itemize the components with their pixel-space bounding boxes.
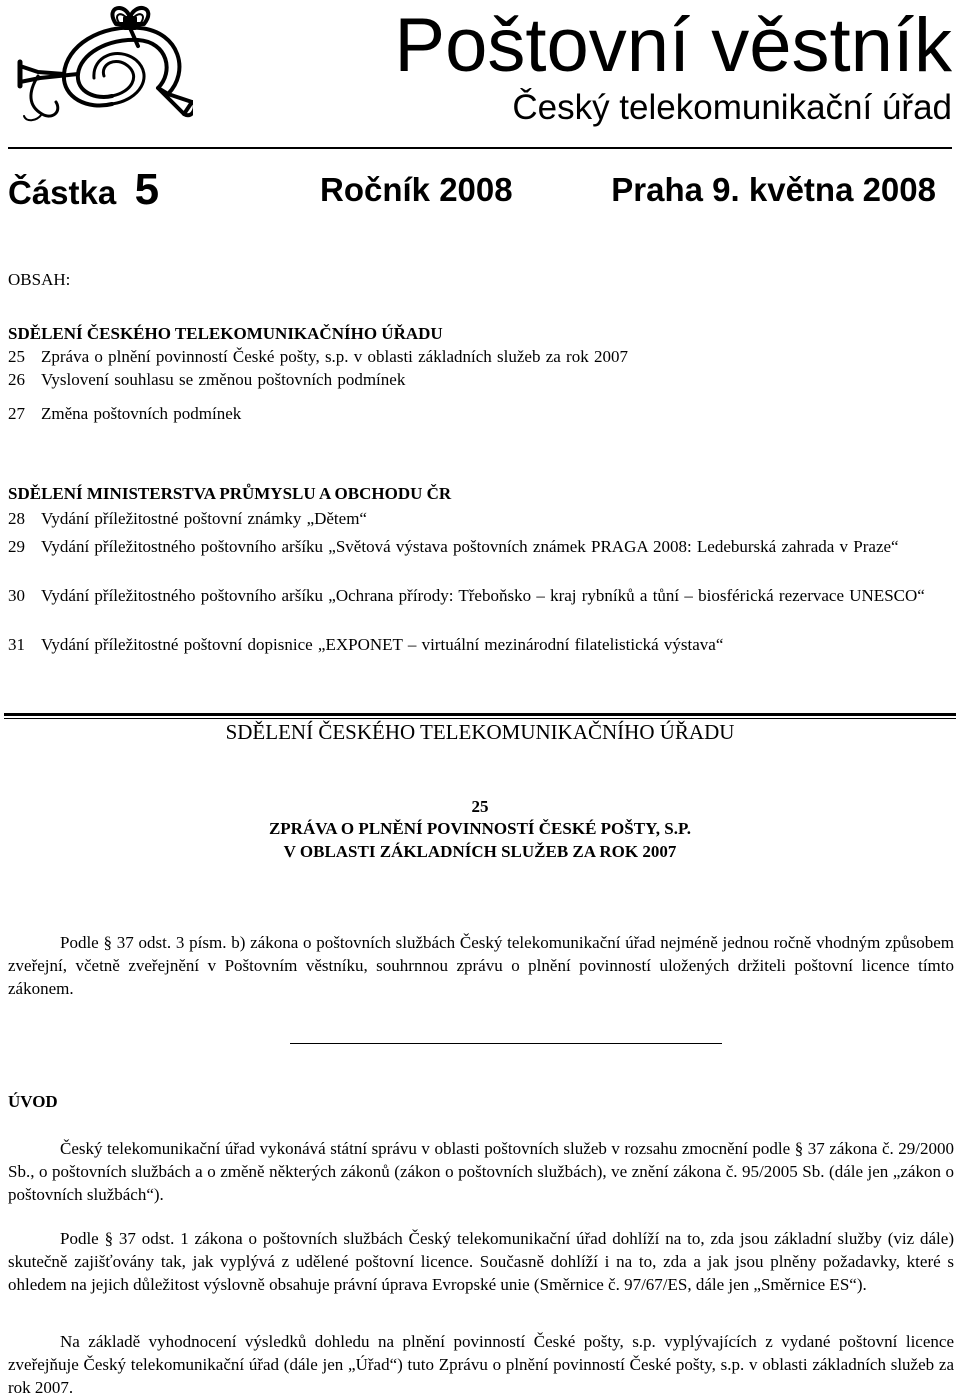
contents-item-number: 25 [8,347,25,366]
article-number: 25 [471,797,489,816]
issue-label: Částka [8,174,117,211]
masthead-rule [8,147,952,149]
contents-item-text: Vydání příležitostné poštovní dopisnice „EXPONET – virtuální mezinárodní filatelistická výstava“ [41,635,724,654]
intro-paragraph [8,931,954,1000]
contents-item-number: 27 [8,404,25,423]
contents-heading: OBSAH: [8,270,71,289]
section-rule-thick [4,713,956,716]
body-paragraph [8,1227,954,1296]
contents-item[interactable] [8,507,954,530]
contents-item-text: Zpráva o plnění povinností České pošty, s.p. v oblasti základních služeb za rok 2007 [41,347,628,366]
issue-info [8,165,160,214]
article-title-line1: ZPRÁVA O PLNĚNÍ POVINNOSTÍ ČESKÉ POŠTY, S.P. [268,819,692,838]
contents-item[interactable] [8,633,954,656]
contents-item[interactable] [8,402,954,425]
contents-item-number: 28 [8,509,25,528]
contents-item[interactable] [8,345,954,368]
contents-item[interactable] [8,368,954,391]
intro-paragraph-text: Podle § 37 odst. 3 písm. b) zákona o poštovních službách Český telekomunikační úřad nejméně jednou ročně vhodným způsobem zveřejní, včetně zveřejnění v Poštovním věstníku, souhrnnou zprávu o plnění povinností uložených držiteli poštovní licence tímto zákonem. [8,933,954,998]
contents-section-title: SDĚLENÍ ČESKÉHO TELEKOMUNIKAČNÍHO ÚŘADU [8,324,443,343]
contents-item[interactable] [8,584,954,607]
body-paragraph-text: Podle § 37 odst. 1 zákona o poštovních službách Český telekomunikační úřad dohlíží na to, zda jsou základní služby (viz dále) skutečně zajišťovány tak, jak vyplývá z udělené poštovní licence. Současně dohlíží i na to, zda a jak jsou plněny požadavky, které s ohledem na jejich důležitost výslovně obsahuje právní úprava Evropské unie (Směrnice č. 97/67/ES, dále jen „Směrnice ES“). [8,1229,954,1294]
body-paragraph [8,1137,954,1206]
contents-item-text: Změna poštovních podmínek [41,404,242,423]
contents-item-number: 29 [8,537,25,556]
contents-item-text: Vydání příležitostného poštovního aršíku „Světová výstava poštovních známek PRAGA 2008: Ledeburská zahrada v Praze“ [41,537,899,556]
body-paragraph-text: Na základě vyhodnocení výsledků dohledu na plnění povinností České pošty, s.p. vyplývajících z vydané poštovní licence zveřejňuje Český telekomunikační úřad (dále jen „Úřad“) tuto Zprávu o plnění povinností České pošty, s.p. v oblasti základních služeb za rok 2007. [8,1332,954,1397]
issue-volume: Ročník 2008 [320,171,513,208]
body-paragraph [8,1330,954,1399]
contents-item[interactable] [8,535,954,558]
uvod-heading: ÚVOD [8,1092,58,1111]
journal-title: Poštovní věstník [394,3,952,88]
body-paragraph-text: Český telekomunikační úřad vykonává státní správu v oblasti poštovních služeb v rozsahu zmocnění podle § 37 zákona č. 29/2000 Sb., o poštovních službách a o změně některých zákonů (zákon o poštovních službách), ve znění zákona č. 95/2005 Sb. (dále jen „zákon o poštovních službách“). [8,1139,954,1204]
article-title-line2: V OBLASTI ZÁKLADNÍCH SLUŽEB ZA ROK 2007 [283,842,677,861]
posthorn-logo-icon [8,2,193,127]
issue-number: 5 [134,165,160,214]
contents-item-number: 31 [8,635,25,654]
contents-item-text: Vydání příležitostného poštovního aršíku „Ochrana přírody: Třeboňsko – kraj rybníků a tůní – biosférická rezervace UNESCO“ [41,586,925,605]
issue-place-date: Praha 9. května 2008 [611,171,936,208]
contents-item-text: Vyslovení souhlasu se změnou poštovních podmínek [41,370,406,389]
contents-item-number: 26 [8,370,25,389]
separator-rule [290,1043,722,1044]
contents-section-title: SDĚLENÍ MINISTERSTVA PRŮMYSLU A OBCHODU ČR [8,484,452,503]
section-title: SDĚLENÍ ČESKÉHO TELEKOMUNIKAČNÍHO ÚŘADU [225,720,735,744]
journal-subtitle: Český telekomunikační úřad [512,88,952,127]
contents-item-text: Vydání příležitostné poštovní známky „Dětem“ [41,509,367,528]
contents-item-number: 30 [8,586,25,605]
